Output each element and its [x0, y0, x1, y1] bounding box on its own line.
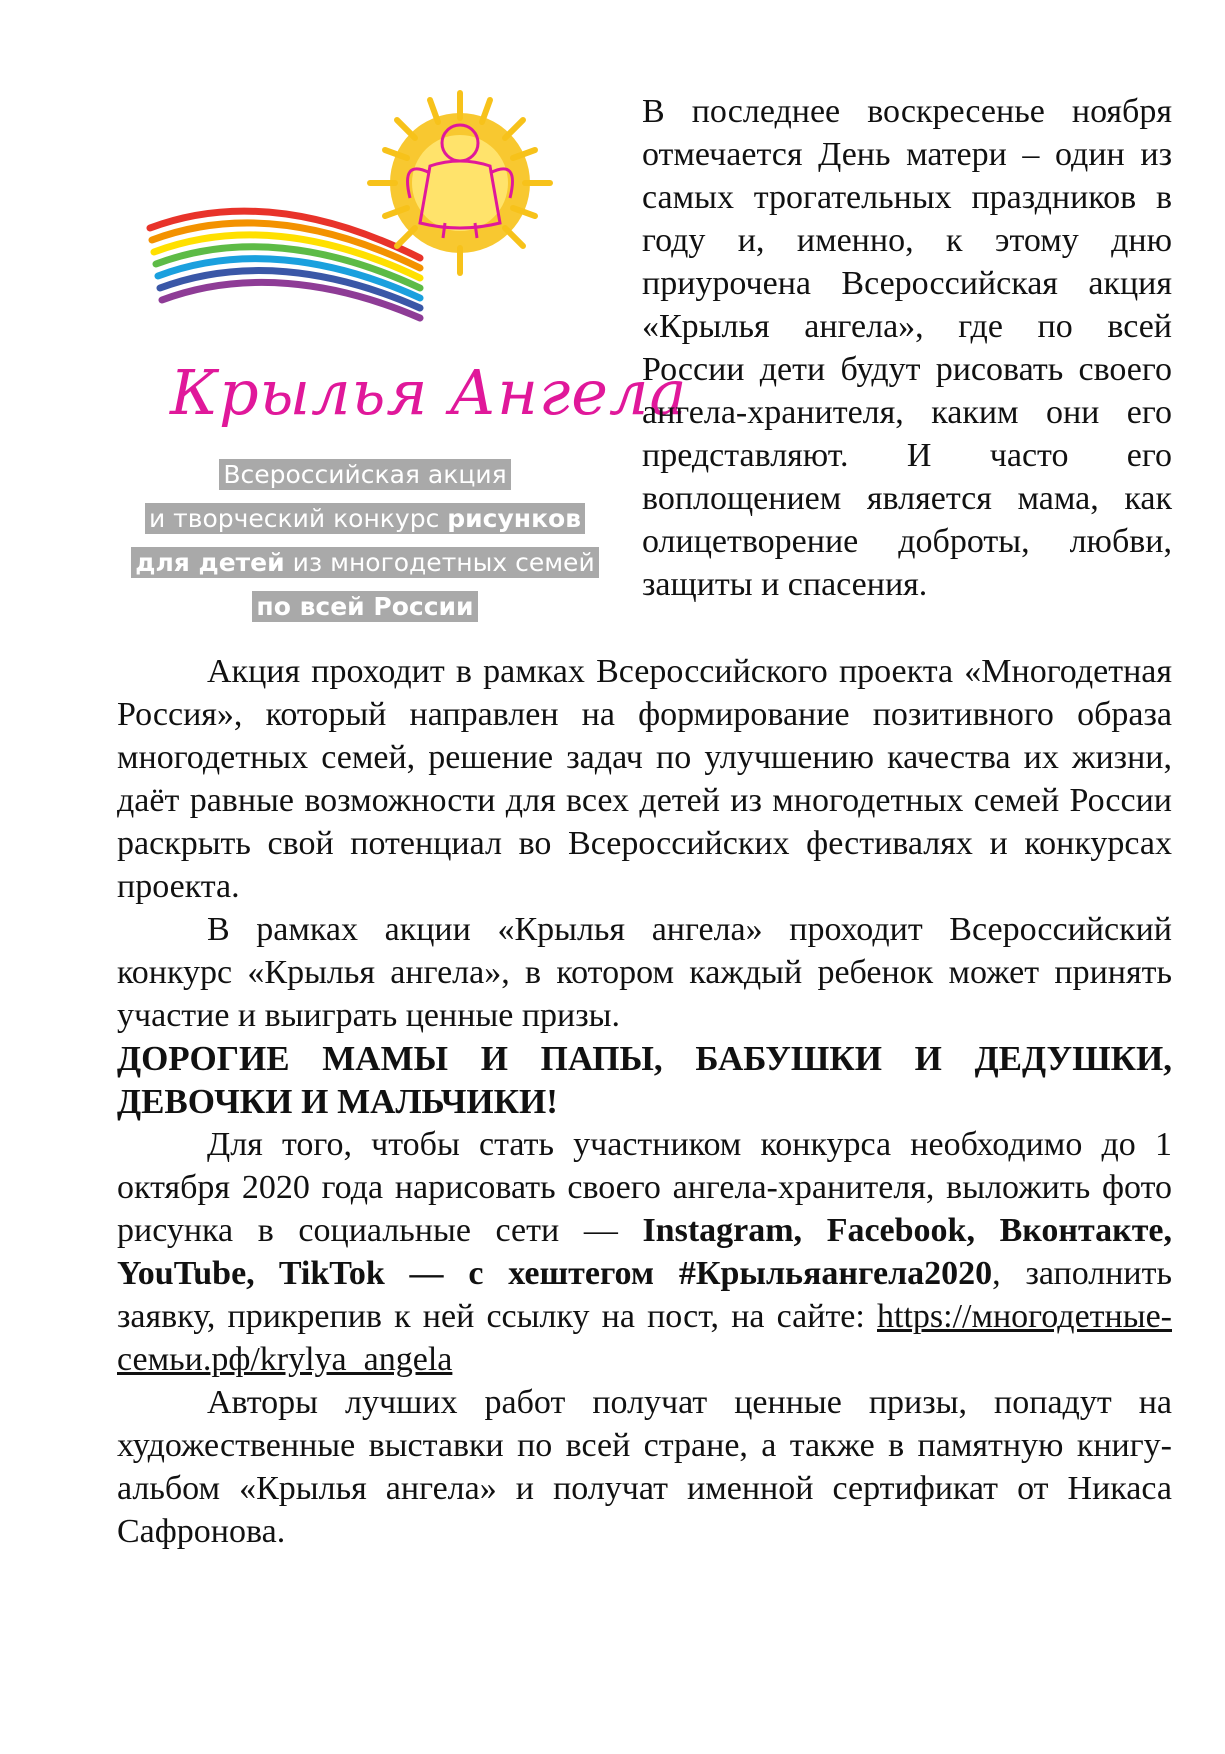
paragraph-prizes: Авторы лучших работ получат ценные призы, попадут на художественные выставки по всей стране, а также в памятную книгу-альбом «Крылья ангела» и получат именной сертификат от Никаса Сафронова.: [117, 1384, 1172, 1550]
logo-title: Крылья Ангела: [170, 356, 688, 429]
intro-paragraph: В последнее воскресенье ноября отмечается День матери – один из самых трогательных праздников в году и, именно, к этому дню приурочена Всероссийская акция «Крылья ангела», где по всей России дети будут рисовать своего ангела-хранителя, каким они его представляют. И часто его воплощением является мама, как олицетворение доброты, любви, защиты и спасения.: [642, 93, 1172, 603]
main-body: [117, 650, 1172, 1553]
paragraph-contest: В рамках акции «Крылья ангела» проходит Всероссийский конкурс «Крылья ангела», в котором каждый ребенок может принять участие и выиграть ценные призы.: [117, 911, 1172, 1034]
caption-line-3a: для детей: [135, 548, 285, 577]
contest-site-link[interactable]: https://многодетные-семьи.рф/krylya_angela: [117, 1298, 1172, 1378]
caption-line-4: по всей России: [252, 591, 477, 622]
caption-line-2b: рисунков: [447, 504, 582, 533]
rainbow-icon: [150, 211, 420, 318]
paragraph-participation: [117, 1123, 1172, 1381]
intro-column: [642, 90, 1172, 606]
logo: [100, 88, 688, 648]
paragraph-project: Акция проходит в рамках Всероссийского проекта «Многодетная Россия», который направлен на формирование позитивного образа многодетных семей, решение задач по улучшению качества их жизни, даёт равные возможности для всех детей из многодетных семей России раскрыть свой потенциал во Всероссийских фестивалях и конкурсах проекта.: [117, 653, 1172, 905]
logo-caption: [100, 453, 630, 629]
caption-line-2a: и творческий конкурс: [148, 504, 448, 533]
participation-text-c: , заполнить заявку, прикрепив к ней ссылку на пост, на сайте:: [117, 1255, 1172, 1335]
appeal-heading: ДОРОГИЕ МАМЫ И ПАПЫ, БАБУШКИ И ДЕДУШКИ, ДЕВОЧКИ И МАЛЬЧИКИ!: [117, 1039, 1172, 1121]
caption-line-3b: из многодетных семей: [284, 548, 595, 577]
caption-line-1: Всероссийская акция: [219, 459, 510, 490]
logo-illustration: [140, 88, 620, 378]
participation-text-a: Для того, чтобы стать участником конкурса необходимо до 1 октября 2020 года нарисовать своего ангела-хранителя, выложить фото рисунка в социальные сети —: [117, 1126, 1172, 1249]
social-networks-text: Instagram, Facebook, Вконтакте, YouTube, TikTok — с хештегом #Крыльяангела2020: [117, 1212, 1172, 1292]
sun-icon: [370, 93, 550, 273]
